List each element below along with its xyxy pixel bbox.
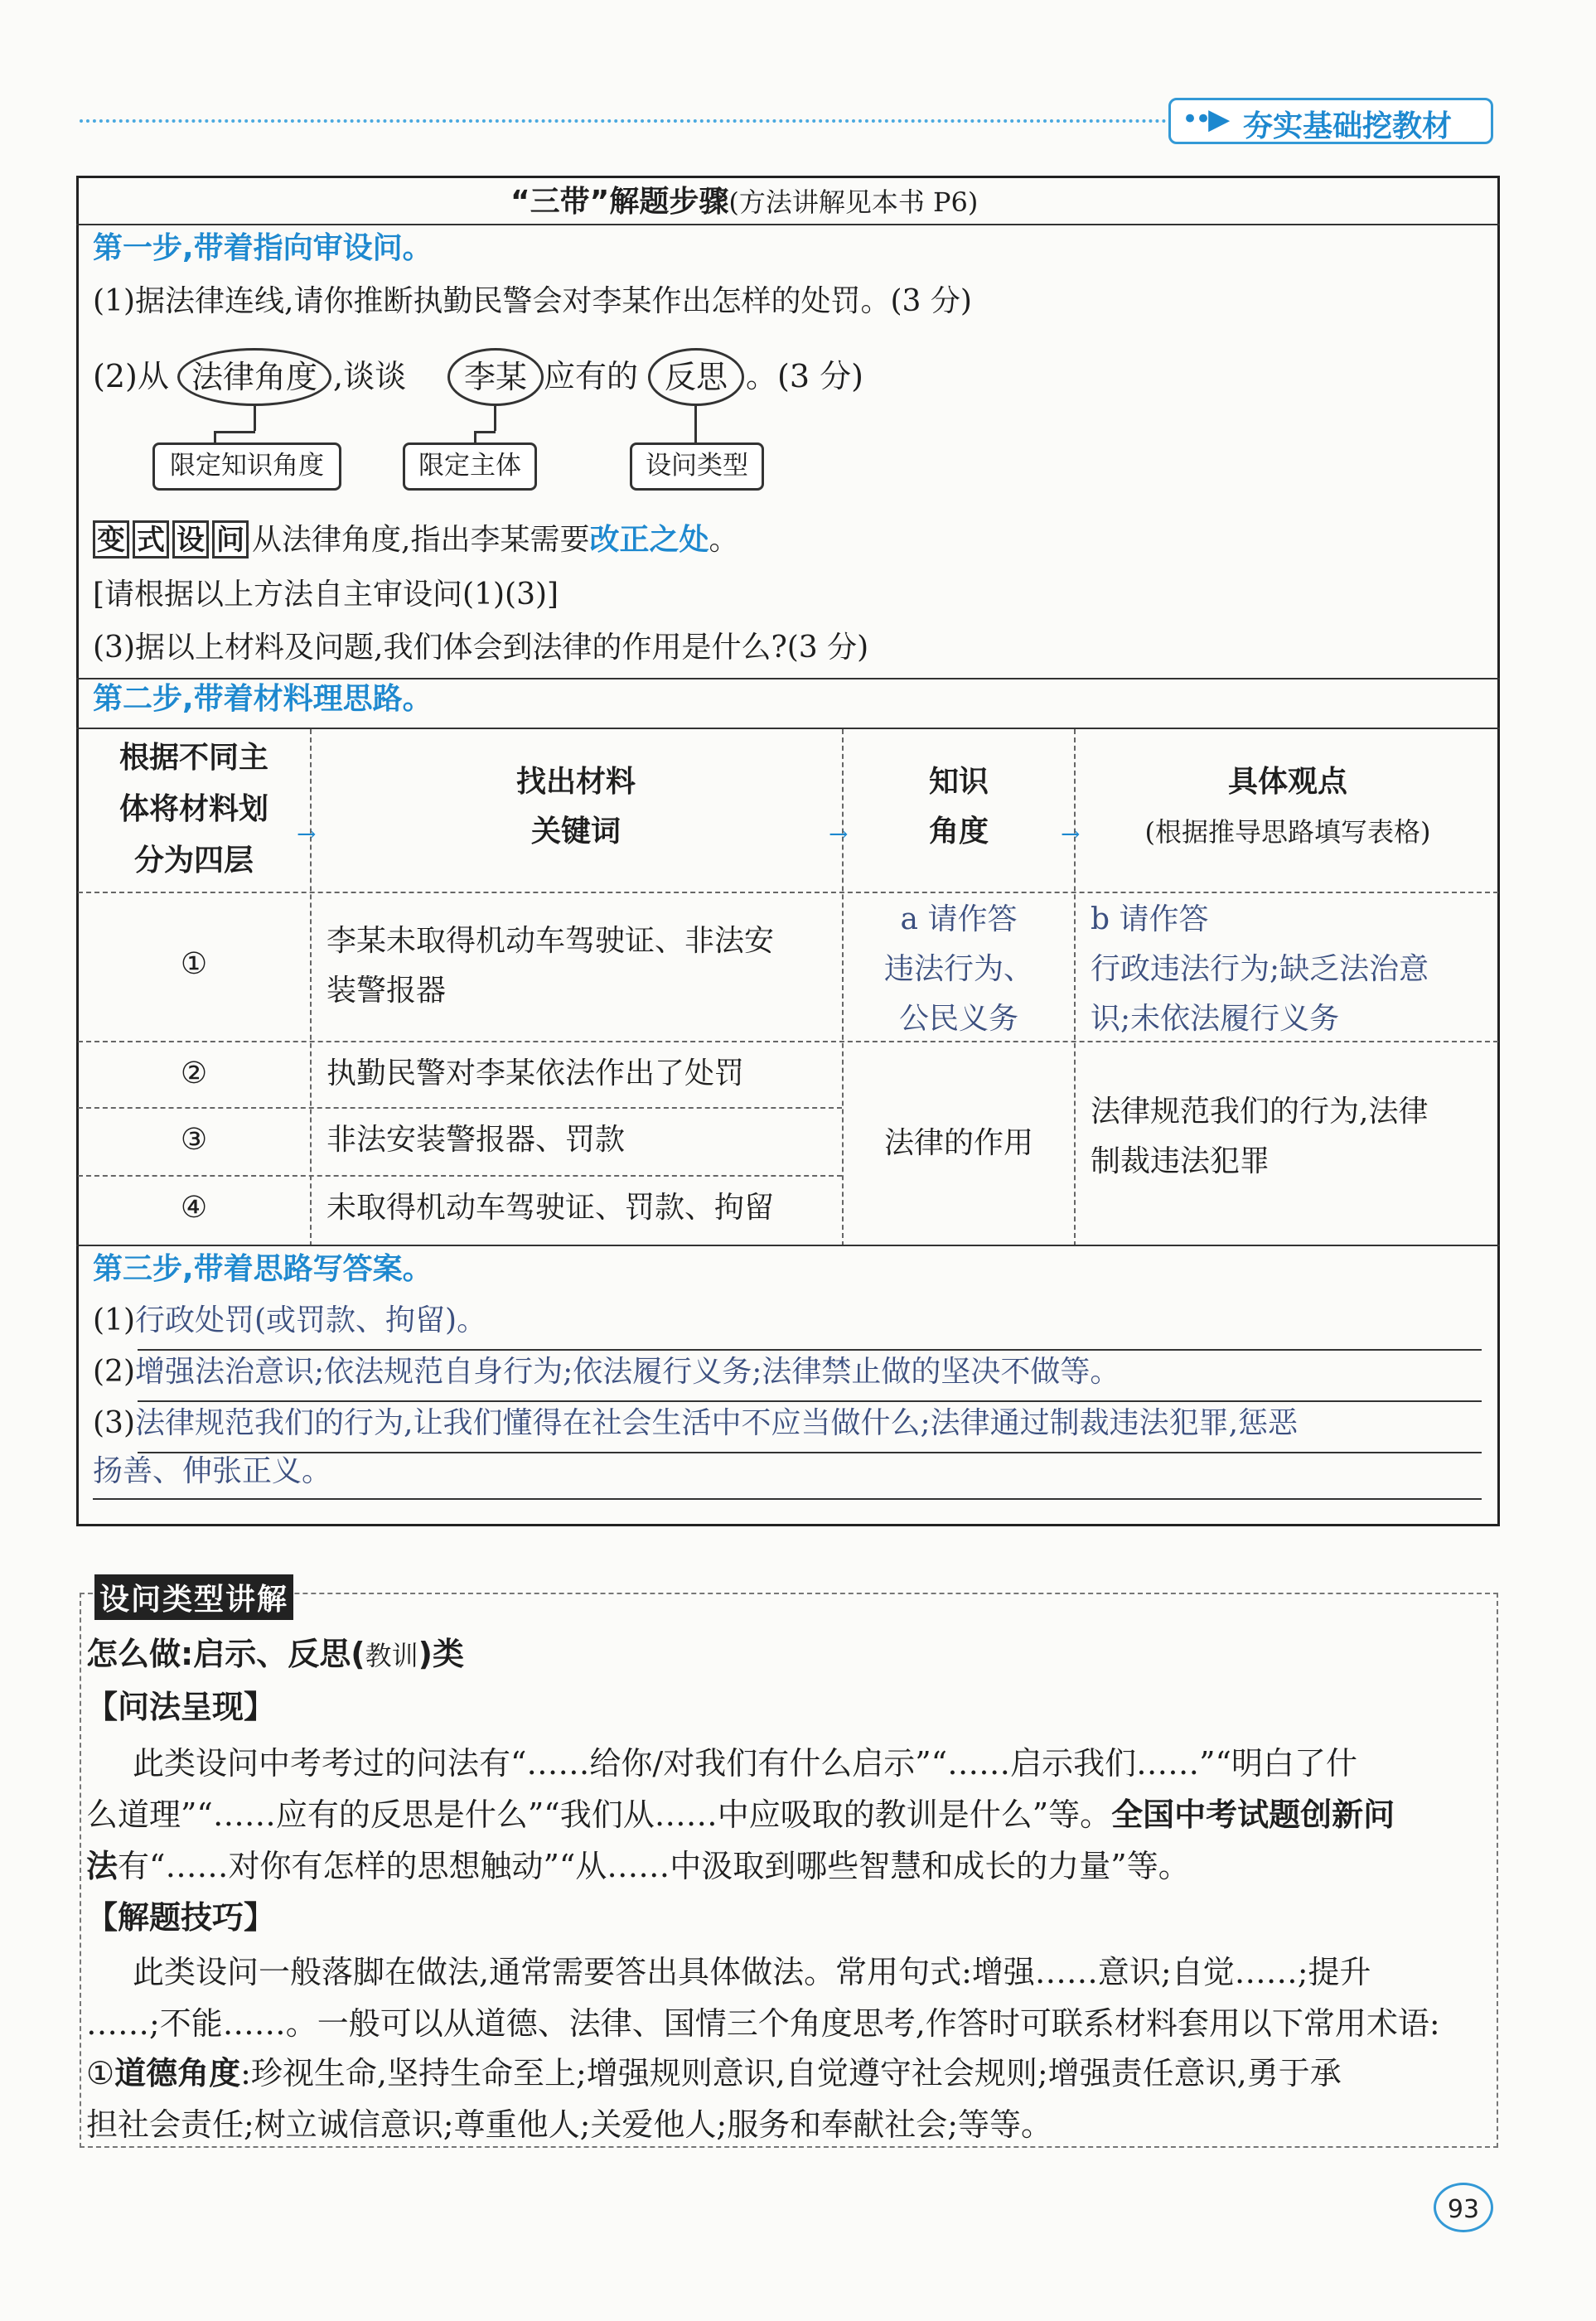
step1-q2-prefix: (2)从: [93, 358, 169, 394]
tag-subject: 限定主体: [403, 442, 537, 491]
arrow-icon: →: [829, 820, 849, 848]
section-label: 设问类型讲解: [94, 1574, 293, 1620]
step3-title: 第三步,带着思路写答案。: [93, 1252, 433, 1286]
variant-question: 变 式 设 问 从法律角度,指出李某需要改正之处。: [93, 520, 738, 558]
col-header-layers: 根据不同主 体将材料划 分为四层: [118, 741, 268, 878]
arrow-icon: →: [1061, 820, 1081, 848]
answer-3-continued: 扬善、伸张正义。: [93, 1454, 332, 1488]
row-keywords: 李某未取得机动车驾驶证、非法安 装警报器: [326, 924, 775, 1008]
step1-question-3: (3)据以上材料及问题,我们体会到法律的作用是什么?(3 分): [93, 631, 869, 665]
oval-reflection: 反思: [648, 348, 744, 406]
row-keywords: 未取得机动车驾驶证、罚款、拘留: [326, 1191, 775, 1225]
row-number: ④: [180, 1191, 208, 1225]
step1-note: [请根据以上方法自主审设问(1)(3)]: [93, 578, 559, 612]
subheading-question-forms: 【问法呈现】: [86, 1689, 276, 1725]
paragraph-line: 法有“……对你有怎样的思想触动”“从……中汲取到哪些智慧和成长的力量”等。: [86, 1848, 1190, 1884]
answer-1: (1)行政处罚(或罚款、拘留)。: [93, 1303, 487, 1337]
viewpoint-answer-b: b 请作答 行政违法行为;缺乏法治意 识;未依法履行义务: [1091, 902, 1429, 1036]
merged-viewpoint: 法律规范我们的行为,法律 制裁违法犯罪: [1091, 1095, 1429, 1178]
paragraph-line: 担社会责任;树立诚信意识;尊重他人;关爱他人;服务和奉献社会;等等。: [86, 2106, 1053, 2143]
step2-title: 第二步,带着材料理思路。: [93, 682, 433, 716]
tag-knowledge-angle: 限定知识角度: [152, 442, 341, 491]
arrow-icon: →: [297, 820, 317, 848]
paragraph-line: 此类设问中考考过的问法有“……给你/对我们有什么启示”“……启示我们……”“明白了什: [133, 1745, 1357, 1782]
paragraph-line: ①道德角度:珍视生命,坚持生命至上;增强规则意识,自觉遵守社会规则;增强责任意识,勇于承: [86, 2055, 1342, 2091]
row-number: ③: [180, 1123, 208, 1157]
oval-law-angle: 法律角度: [177, 348, 331, 406]
row-number: ①: [180, 947, 208, 981]
col-header-viewpoint: 具体观点 (根据推导思路填写表格): [1144, 765, 1431, 848]
section-heading: 怎么做:启示、反思(教训)类: [86, 1636, 464, 1672]
page-number: 93: [1434, 2183, 1493, 2232]
header-title: 夯实基础挖教材: [1243, 109, 1453, 143]
merged-angle: 法律的作用: [883, 1126, 1033, 1160]
row-number: ②: [180, 1057, 208, 1090]
angle-answer-a: a 请作答 违法行为、 公民义务: [883, 902, 1033, 1036]
step1-q2-suffix: 。(3 分): [746, 358, 863, 394]
col-header-keywords: 找出材料 关键词: [515, 765, 636, 849]
header-arrow-icon: ••▶: [1182, 103, 1227, 136]
paragraph-line: ……;不能……。一般可以从道德、法律、国情三个角度思考,作答时可联系材料套用以下常用术语:: [86, 2005, 1440, 2042]
tag-question-type: 设问类型: [630, 442, 764, 491]
oval-subject: 李某: [447, 348, 544, 406]
answer-2: (2)增强法治意识;依法规范自身行为;依法履行义务;法律禁止做的坚决不做等。: [93, 1355, 1120, 1389]
subheading-techniques: 【解题技巧】: [86, 1899, 276, 1936]
paragraph-line: 此类设问一般落脚在做法,通常需要答出具体做法。常用句式:增强……意识;自觉……;提升: [133, 1954, 1371, 1990]
col-header-angle: 知识 角度: [928, 765, 989, 849]
row-keywords: 执勤民警对李某依法作出了处罚: [326, 1057, 745, 1090]
step1-title: 第一步,带着指向审设问。: [93, 231, 433, 265]
step1-q2-mid1: ,谈谈: [333, 358, 407, 394]
step1-question-1: (1)据法律连线,请你推断执勤民警会对李某作出怎样的处罚。(3 分): [93, 284, 972, 318]
answer-3: (3)法律规范我们的行为,让我们懂得在社会生活中不应当做什么;法律通过制裁违法犯罪,惩恶: [93, 1406, 1299, 1440]
step1-q2-mid2: 应有的: [544, 358, 639, 394]
table-title: “三带”解题步骤(方法讲解见本书 P6): [510, 185, 979, 219]
row-keywords: 非法安装警报器、罚款: [326, 1123, 626, 1157]
paragraph-line: 么道理”“……应有的反思是什么”“我们从……中应吸取的教训是什么”等。全国中考试题创新问: [86, 1796, 1395, 1833]
header-dotted-rule: [80, 119, 1173, 123]
